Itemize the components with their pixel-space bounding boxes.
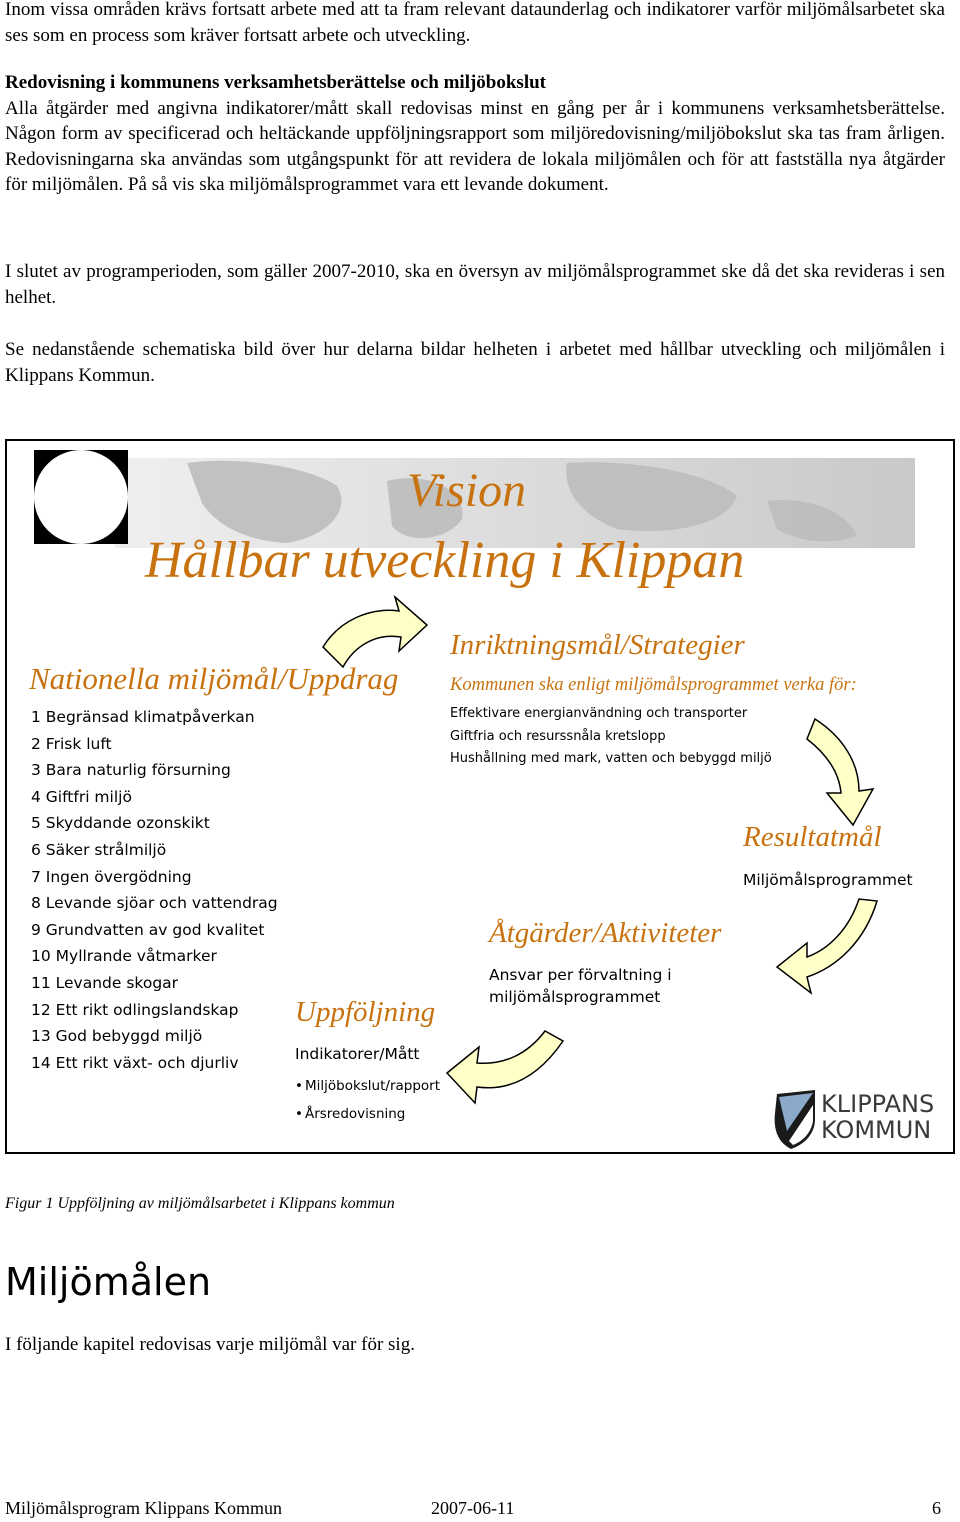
strategies-subtitle: Kommunen ska enligt miljömålsprogrammet verka för: xyxy=(450,675,857,695)
actions-title: Åtgärder/Aktiviteter xyxy=(489,917,722,949)
arrow-to-actions xyxy=(777,899,877,993)
arrow-to-strategies xyxy=(323,597,427,667)
municipality-logo-shield xyxy=(775,1090,815,1149)
national-goals-list xyxy=(31,704,278,1076)
results-text: Miljömålsprogrammet xyxy=(743,871,913,889)
followup-list xyxy=(295,1072,440,1128)
vision-title: Vision xyxy=(407,464,527,517)
page-number: 6 xyxy=(932,1498,941,1518)
followup-title: Uppföljning xyxy=(295,996,436,1028)
list-item: 14 Ett rikt växt- och djurliv xyxy=(31,1053,239,1072)
arrow-to-results xyxy=(807,719,873,825)
intro-paragraph-4: Se nedanstående schematiska bild över hur delarna bildar helheten i arbetet med hållbar utveckling och miljömålen i Klippans Kommun. xyxy=(5,339,945,386)
list-item: 6 Säker strålmiljö xyxy=(31,840,167,859)
intro-paragraph-2: Alla åtgärder med angivna indikatorer/mått skall redovisas minst en gång per år i kommunens verksamhetsberättelse. Någon form av specificerad och heltäckande uppföljningsrapport som miljöredovisning/miljöbokslut ska tas fram årligen. Redovisningarna ska användas som utgångspunkt för att revidera de lokala miljömålen och för att fastställa nya åtgärder för miljömålen. På så vis ska miljömålsprogrammet vara ett levande dokument. xyxy=(5,97,945,195)
followup-subtitle: Indikatorer/Mått xyxy=(295,1045,420,1063)
strategies-title: Inriktningsmål/Strategier xyxy=(450,629,745,661)
list-item: 3 Bara naturlig försurning xyxy=(31,761,231,780)
list-item: • Årsredovisning xyxy=(295,1100,440,1128)
section-title: Miljömålen xyxy=(5,1260,212,1304)
footer-title: Miljömålsprogram Klippans Kommun xyxy=(5,1498,282,1518)
intro-block xyxy=(5,70,945,198)
figure-caption: Figur 1 Uppföljning av miljömålsarbetet i Klippans kommun xyxy=(5,1195,395,1212)
footer-date: 2007-06-11 xyxy=(431,1498,515,1518)
list-item: 4 Giftfri miljö xyxy=(31,787,132,806)
vision-subtitle: Hållbar utveckling i Klippan xyxy=(145,532,745,589)
results-title: Resultatmål xyxy=(743,821,882,853)
logo-circle xyxy=(34,450,128,544)
list-item: Hushållning med mark, vatten och bebyggd miljö xyxy=(450,751,772,766)
list-item: • Miljöbokslut/rapport xyxy=(295,1072,440,1100)
list-item: 2 Frisk luft xyxy=(31,734,112,753)
list-item: 10 Myllrande våtmarker xyxy=(31,947,217,966)
arrow-to-followup xyxy=(447,1031,563,1103)
list-item: 1 Begränsad klimatpåverkan xyxy=(31,708,255,726)
actions-text: Ansvar per förvaltning i miljömålsprogrammet xyxy=(489,966,672,1006)
schematic-figure xyxy=(5,439,955,1154)
list-item: 12 Ett rikt odlingslandskap xyxy=(31,1000,239,1019)
intro-paragraph-3: I slutet av programperioden, som gäller 2007-2010, ska en översyn av miljömålsprogrammet ske då det ska revideras i sen helhet. xyxy=(5,261,945,308)
list-item: 5 Skyddande ozonskikt xyxy=(31,814,210,833)
national-goals-title: Nationella miljömål/Uppdrag xyxy=(29,661,399,696)
section-text: I följande kapitel redovisas varje miljömål var för sig. xyxy=(5,1334,415,1355)
list-item: 8 Levande sjöar och vattendrag xyxy=(31,894,278,913)
list-item: 11 Levande skogar xyxy=(31,973,179,992)
section-heading: Redovisning i kommunens verksamhetsberättelse och miljöbokslut xyxy=(5,72,546,93)
intro-paragraph-1: Inom vissa områden krävs fortsatt arbete med att ta fram relevant dataunderlag och indikatorer varför miljömålsarbetet ska ses som en process som kräver fortsatt arbete och utveckling. xyxy=(5,0,945,46)
list-item: 9 Grundvatten av god kvalitet xyxy=(31,920,265,939)
logo-line-1: KLIPPANS xyxy=(821,1090,935,1118)
list-item: 13 God bebyggd miljö xyxy=(31,1027,203,1046)
list-item: 7 Ingen övergödning xyxy=(31,867,192,886)
list-item: Giftfria och resurssnåla kretslopp xyxy=(450,728,666,744)
municipality-logo xyxy=(821,1091,934,1143)
logo-line-2: KOMMUN xyxy=(821,1116,932,1144)
list-item: Effektivare energianvändning och transporter xyxy=(450,706,748,721)
strategies-list xyxy=(450,703,772,771)
